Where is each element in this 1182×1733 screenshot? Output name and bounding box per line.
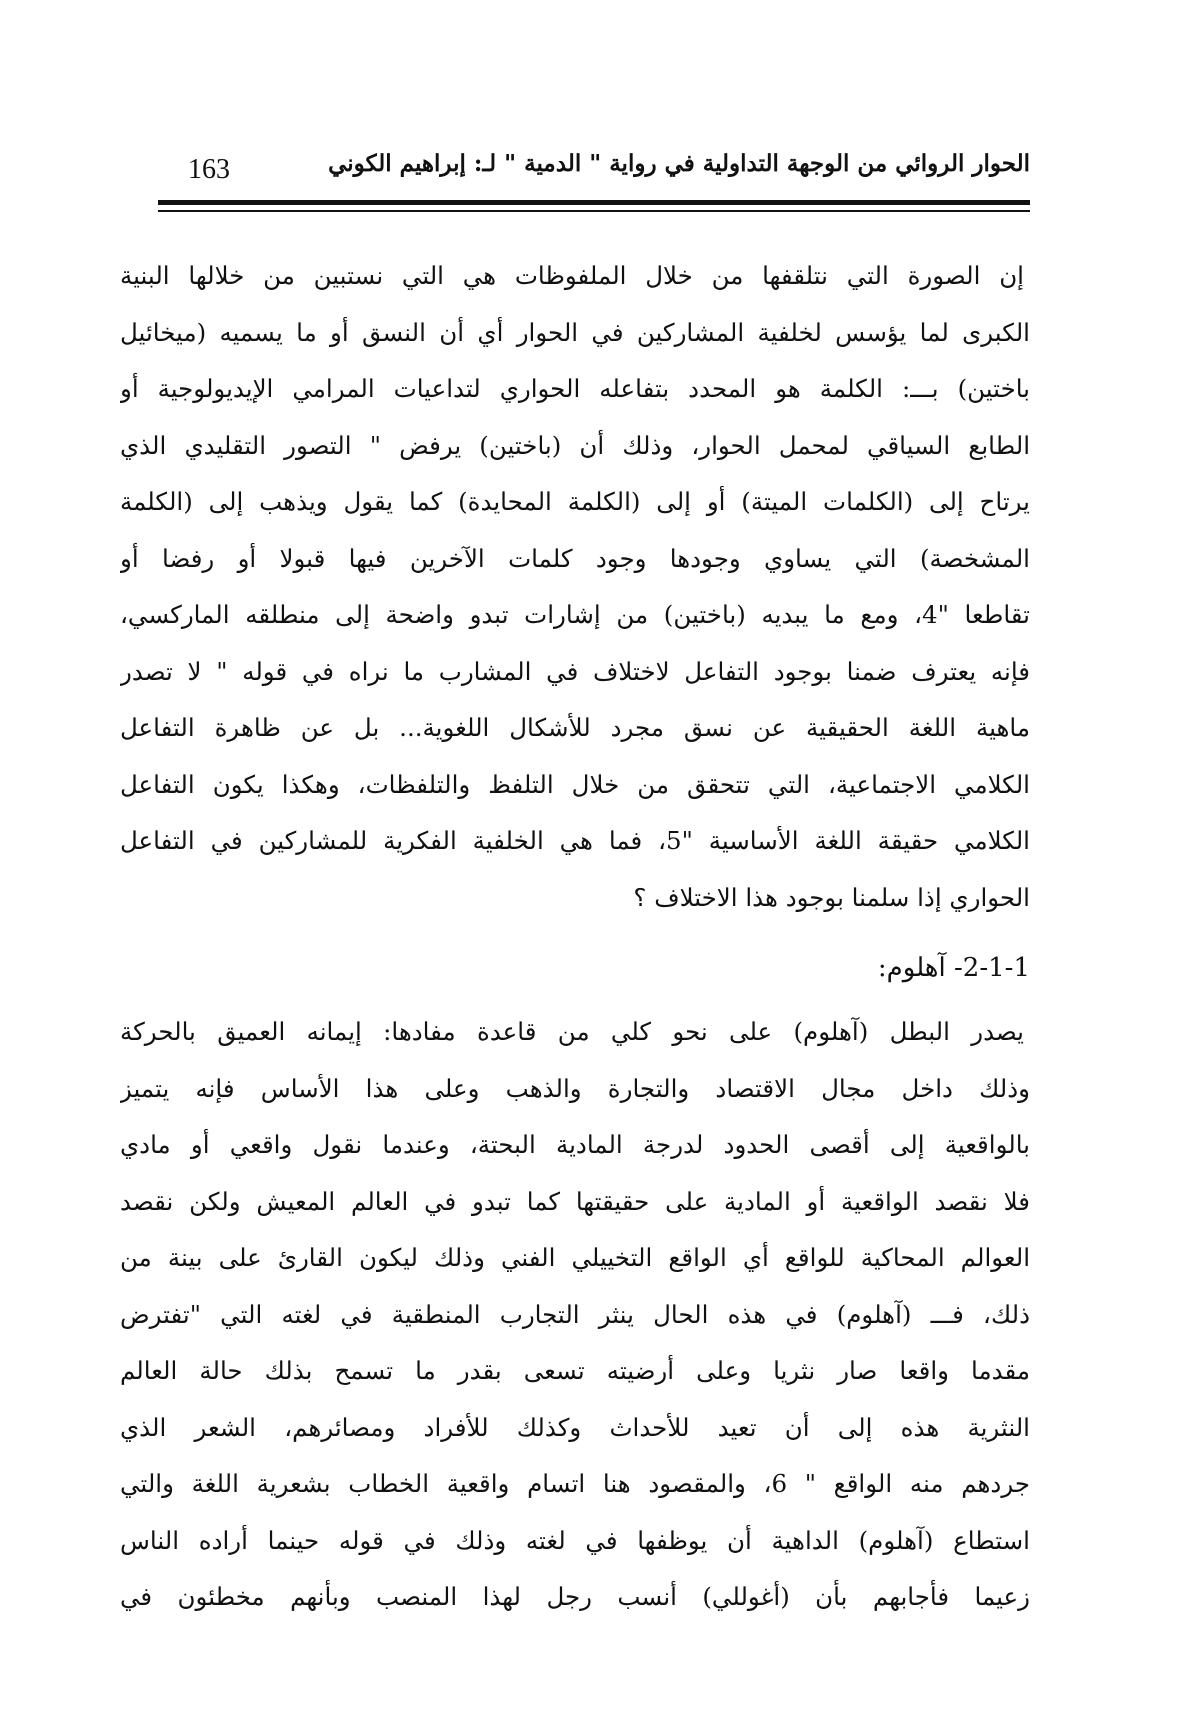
header-rule-thick — [158, 200, 1030, 205]
text-line: العوالم المحاكية للواقع أي الواقع التخييلي الفني وذلك ليكون القارئ على بينة من — [120, 1243, 1030, 1272]
text-line: ماهية اللغة الحقيقية عن نسق مجرد للأشكال اللغوية... بل عن ظاهرة التفاعل — [120, 713, 1030, 742]
paragraph-1 — [120, 248, 1030, 926]
text-line: الطابع السياقي لمحمل الحوار، وذلك أن (باختين) يرفض " التصور التقليدي الذي — [120, 430, 1030, 460]
text-line: تقاطعا "4، ومع ما يبديه (باختين) من إشارات تبدو واضحة إلى منطلقه الماركسي، — [120, 600, 1030, 629]
text-line: زعيما فأجابهم بأن (أغوللي) أنسب رجل لهذا المنصب وبأنهم مخطئون في — [120, 1582, 1030, 1611]
text-line: جردهم منه الواقع " 6، والمقصود هنا اتسام واقعية الخطاب بشعرية اللغة والتي — [120, 1469, 1030, 1498]
header-rule-thin — [158, 210, 1030, 212]
text-line: مقدما واقعا صار نثريا وعلى أرضيته تسعى بقدر ما تسمح بذلك حالة العالم — [120, 1356, 1030, 1385]
text-line: يرتاح إلى (الكلمات الميتة) أو إلى (الكلمة المحايدة) كما يقول ويذهب إلى (الكلمة — [120, 487, 1030, 516]
text-line: المشخصة) التي يساوي وجودها وجود كلمات الآخرين فيها قبولا أو رفضا أو — [120, 543, 1030, 573]
text-line: فإنه يعترف ضمنا بوجود التفاعل لاختلاف في المشارب ما نراه في قوله " لا تصدر — [120, 656, 1030, 686]
page-header — [158, 150, 1030, 190]
text-line: وذلك داخل مجال الاقتصاد والتجارة والذهب وعلى هذا الأساس فإنه يتميز — [120, 1073, 1030, 1103]
text-line: الكلامي الاجتماعية، التي تتحقق من خلال التلفظ والتلفظات، وهكذا يكون التفاعل — [120, 769, 1030, 799]
text-line: الكلامي حقيقة اللغة الأساسية "5، فما هي الخلفية الفكرية للمشاركين في التفاعل — [120, 826, 1030, 855]
text-line: يصدر البطل (آهلوم) على نحو كلي من قاعدة مفادها: إيمانه العميق بالحركة — [120, 1017, 1024, 1046]
text-line: فلا نقصد الواقعية أو المادية على حقيقتها كما تبدو في العالم المعيش ولكن نقصد — [120, 1186, 1030, 1216]
paragraph-2 — [120, 1004, 1030, 1626]
section-heading: 2-1-1- آهلوم: — [877, 953, 1030, 983]
page-number: 163 — [188, 154, 230, 185]
running-title: الحوار الروائي من الوجهة التداولية في رواية " الدمية " لـ: إبراهيم الكوني — [328, 150, 1030, 177]
text-line: استطاع (آهلوم) الداهية أن يوظفها في لغته وذلك في قوله حينما أراده الناس — [120, 1525, 1030, 1555]
text-line: ذلك، فـــ (آهلوم) في هذه الحال ينثر التجارب المنطقية في لغته التي "تفترض — [120, 1299, 1030, 1329]
text-line: باختين) بـــ: الكلمة هو المحدد بتفاعله الحواري لتداعيات المرامي الإيديولوجية أو — [120, 374, 1030, 403]
text-line: الكبرى لما يؤسس لخلفية المشاركين في الحوار أي أن النسق أو ما يسميه (ميخائيل — [120, 317, 1030, 347]
text-line: النثرية هذه إلى أن تعيد للأحداث وكذلك للأفراد ومصائرهم، الشعر الذي — [120, 1412, 1030, 1442]
text-line: الحواري إذا سلمنا بوجود هذا الاختلاف ؟ — [633, 882, 1030, 912]
text-line: إن الصورة التي نتلقفها من خلال الملفوظات هي التي نستبين من خلالها البنية — [120, 261, 1024, 290]
text-line: بالواقعية إلى أقصى الحدود لدرجة المادية البحتة، وعندما نقول واقعي أو مادي — [120, 1130, 1030, 1159]
